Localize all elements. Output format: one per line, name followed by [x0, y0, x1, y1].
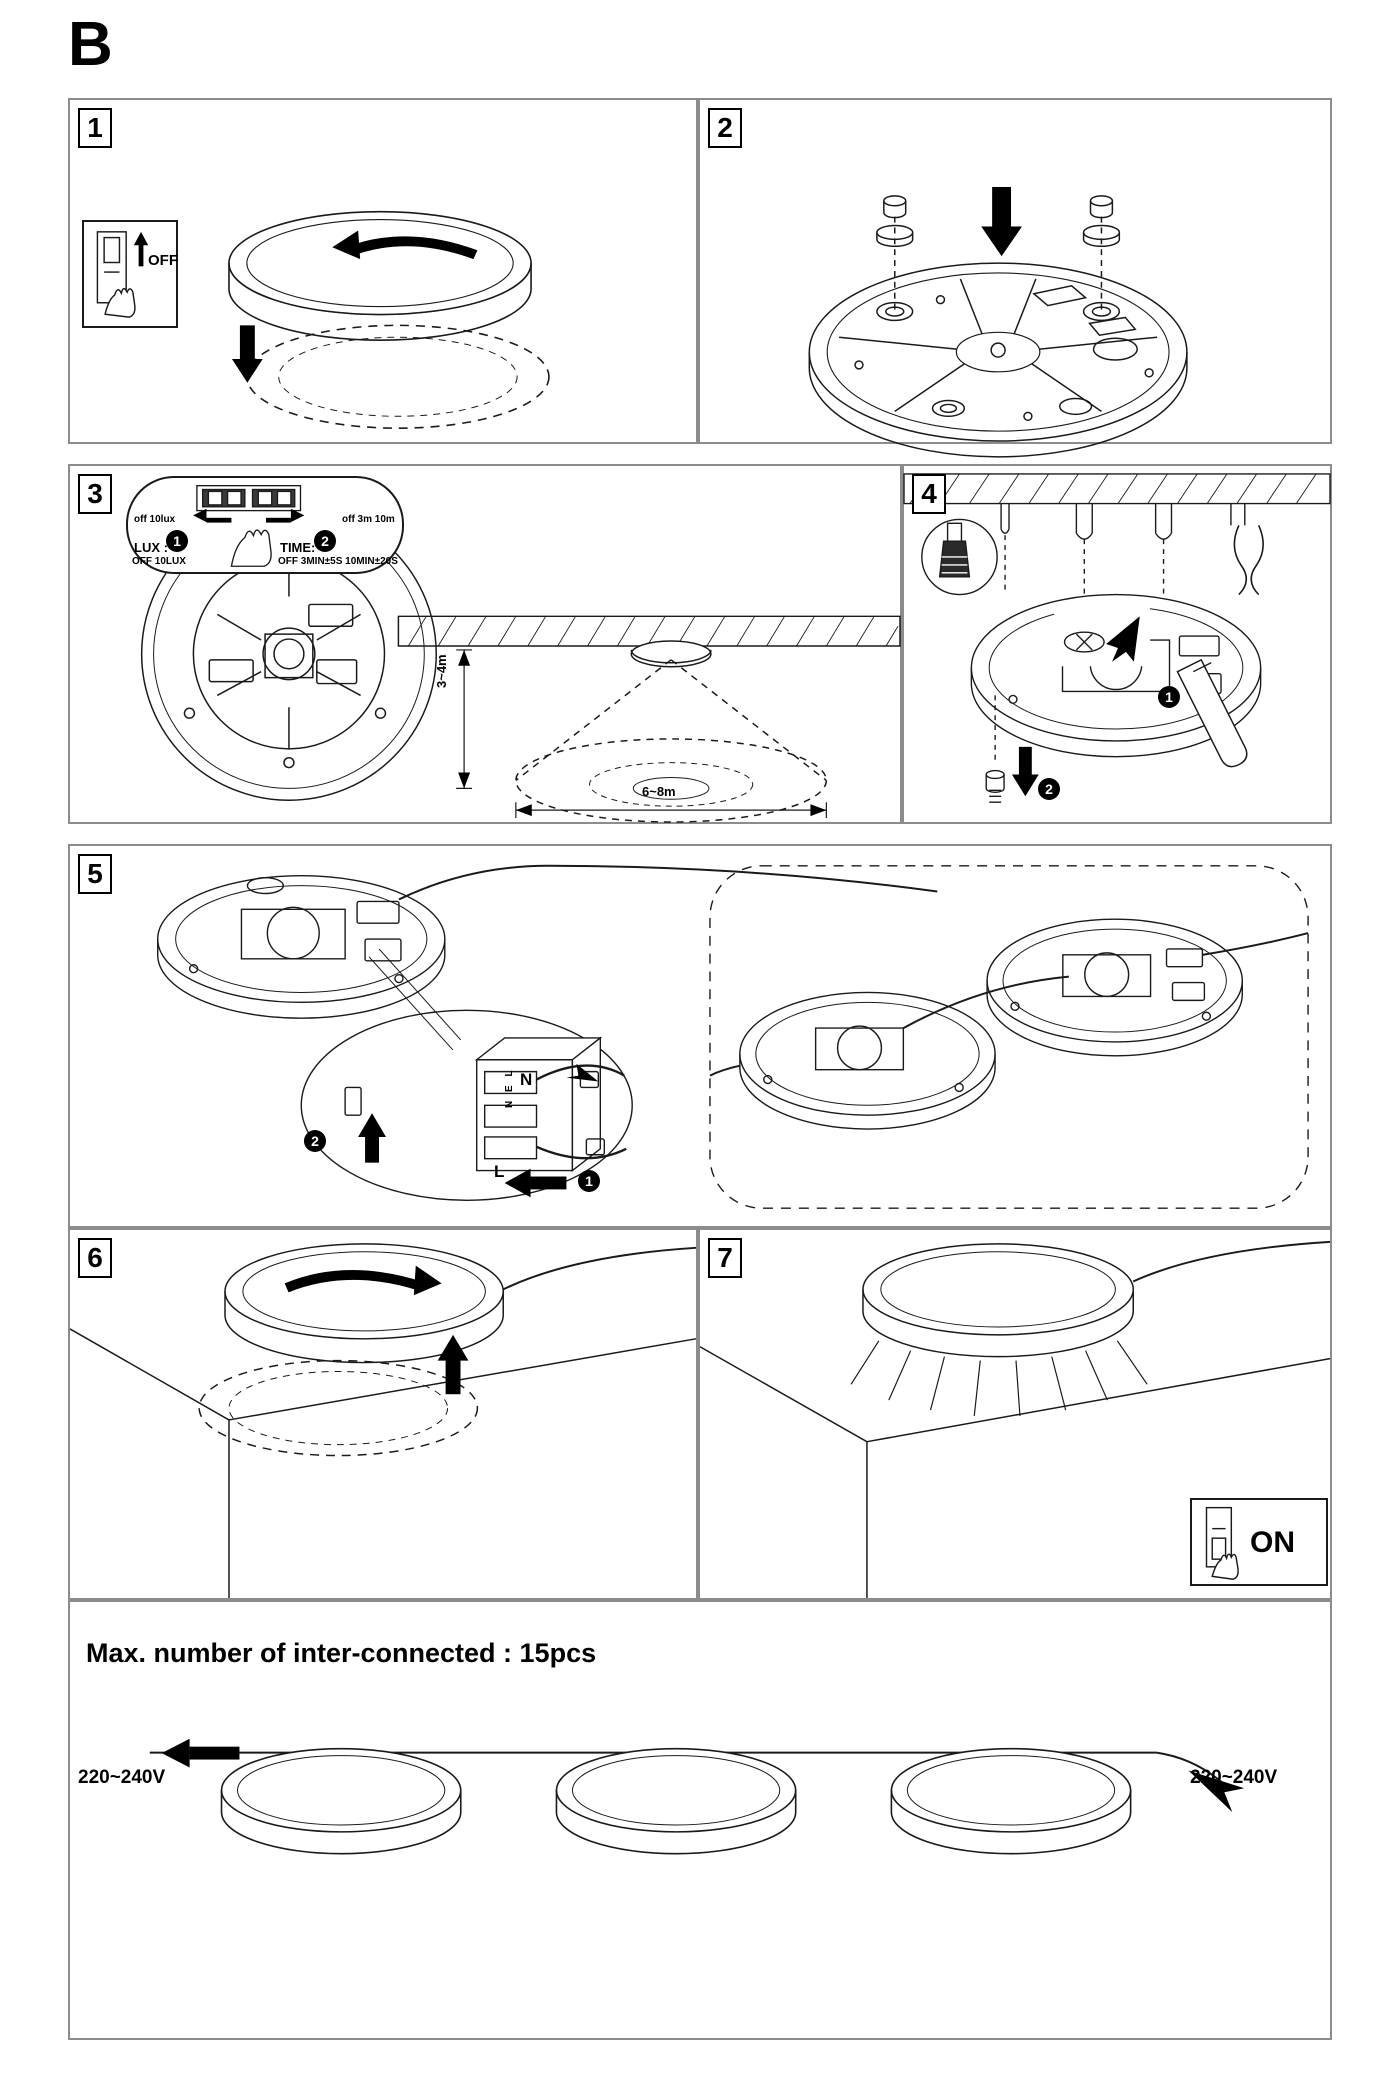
section-letter: B [68, 10, 112, 79]
switch-label-on: ON [1250, 1526, 1295, 1559]
step-number-6: 6 [78, 1238, 112, 1278]
step-panel-3 [68, 464, 902, 824]
step-panel-5 [68, 844, 1332, 1228]
step-number-1: 1 [78, 108, 112, 148]
wall-switch-on [1190, 1498, 1328, 1586]
step-number-3: 3 [78, 474, 112, 514]
voltage-label-left: 220~240V [78, 1767, 166, 1788]
terminal-block-markings: N E L [504, 1067, 515, 1108]
step5-marker-1: 1 [578, 1170, 600, 1192]
terminal-label-n: N [520, 1070, 533, 1089]
lux-title: LUX : [134, 540, 168, 555]
step5-marker-2: 2 [304, 1130, 326, 1152]
step-number-7: 7 [708, 1238, 742, 1278]
switch-label-off: OFF [148, 252, 178, 269]
step-2-illustration [700, 100, 1330, 442]
step-number-2: 2 [708, 108, 742, 148]
step-number-4: 4 [912, 474, 946, 514]
step-panel-4 [902, 464, 1332, 824]
step-5-illustration [70, 846, 1330, 1226]
wall-switch-off [82, 220, 178, 328]
interconnect-title: Max. number of inter-connected : 15pcs [86, 1638, 597, 1668]
step-panel-7 [698, 1228, 1332, 1600]
time-title: TIME: [280, 540, 316, 555]
lux-values: OFF 10LUX [132, 556, 186, 567]
dip-right-legend: off 3m 10m [342, 514, 395, 525]
step4-marker-2: 2 [1038, 778, 1060, 800]
step-6-illustration [70, 1230, 696, 1598]
dip-left-legend: off 10lux [134, 514, 176, 525]
voltage-label-right: 220~240V [1190, 1767, 1278, 1788]
mounting-height-label: 3~4m [434, 654, 449, 688]
callout-marker-1: 1 [166, 530, 188, 552]
terminal-label-l: L [494, 1162, 505, 1181]
dip-switch-callout [126, 476, 404, 574]
time-values: OFF 3MIN±5S 10MIN±20S [278, 556, 398, 567]
step-4-illustration [904, 466, 1330, 822]
coverage-label: 6~8m [642, 784, 676, 799]
step-panel-1 [68, 98, 698, 444]
step4-marker-1: 1 [1158, 686, 1180, 708]
step-panel-2 [698, 98, 1332, 444]
callout-marker-2: 2 [314, 530, 336, 552]
step-number-5: 5 [78, 854, 112, 894]
step-panel-6 [68, 1228, 698, 1600]
